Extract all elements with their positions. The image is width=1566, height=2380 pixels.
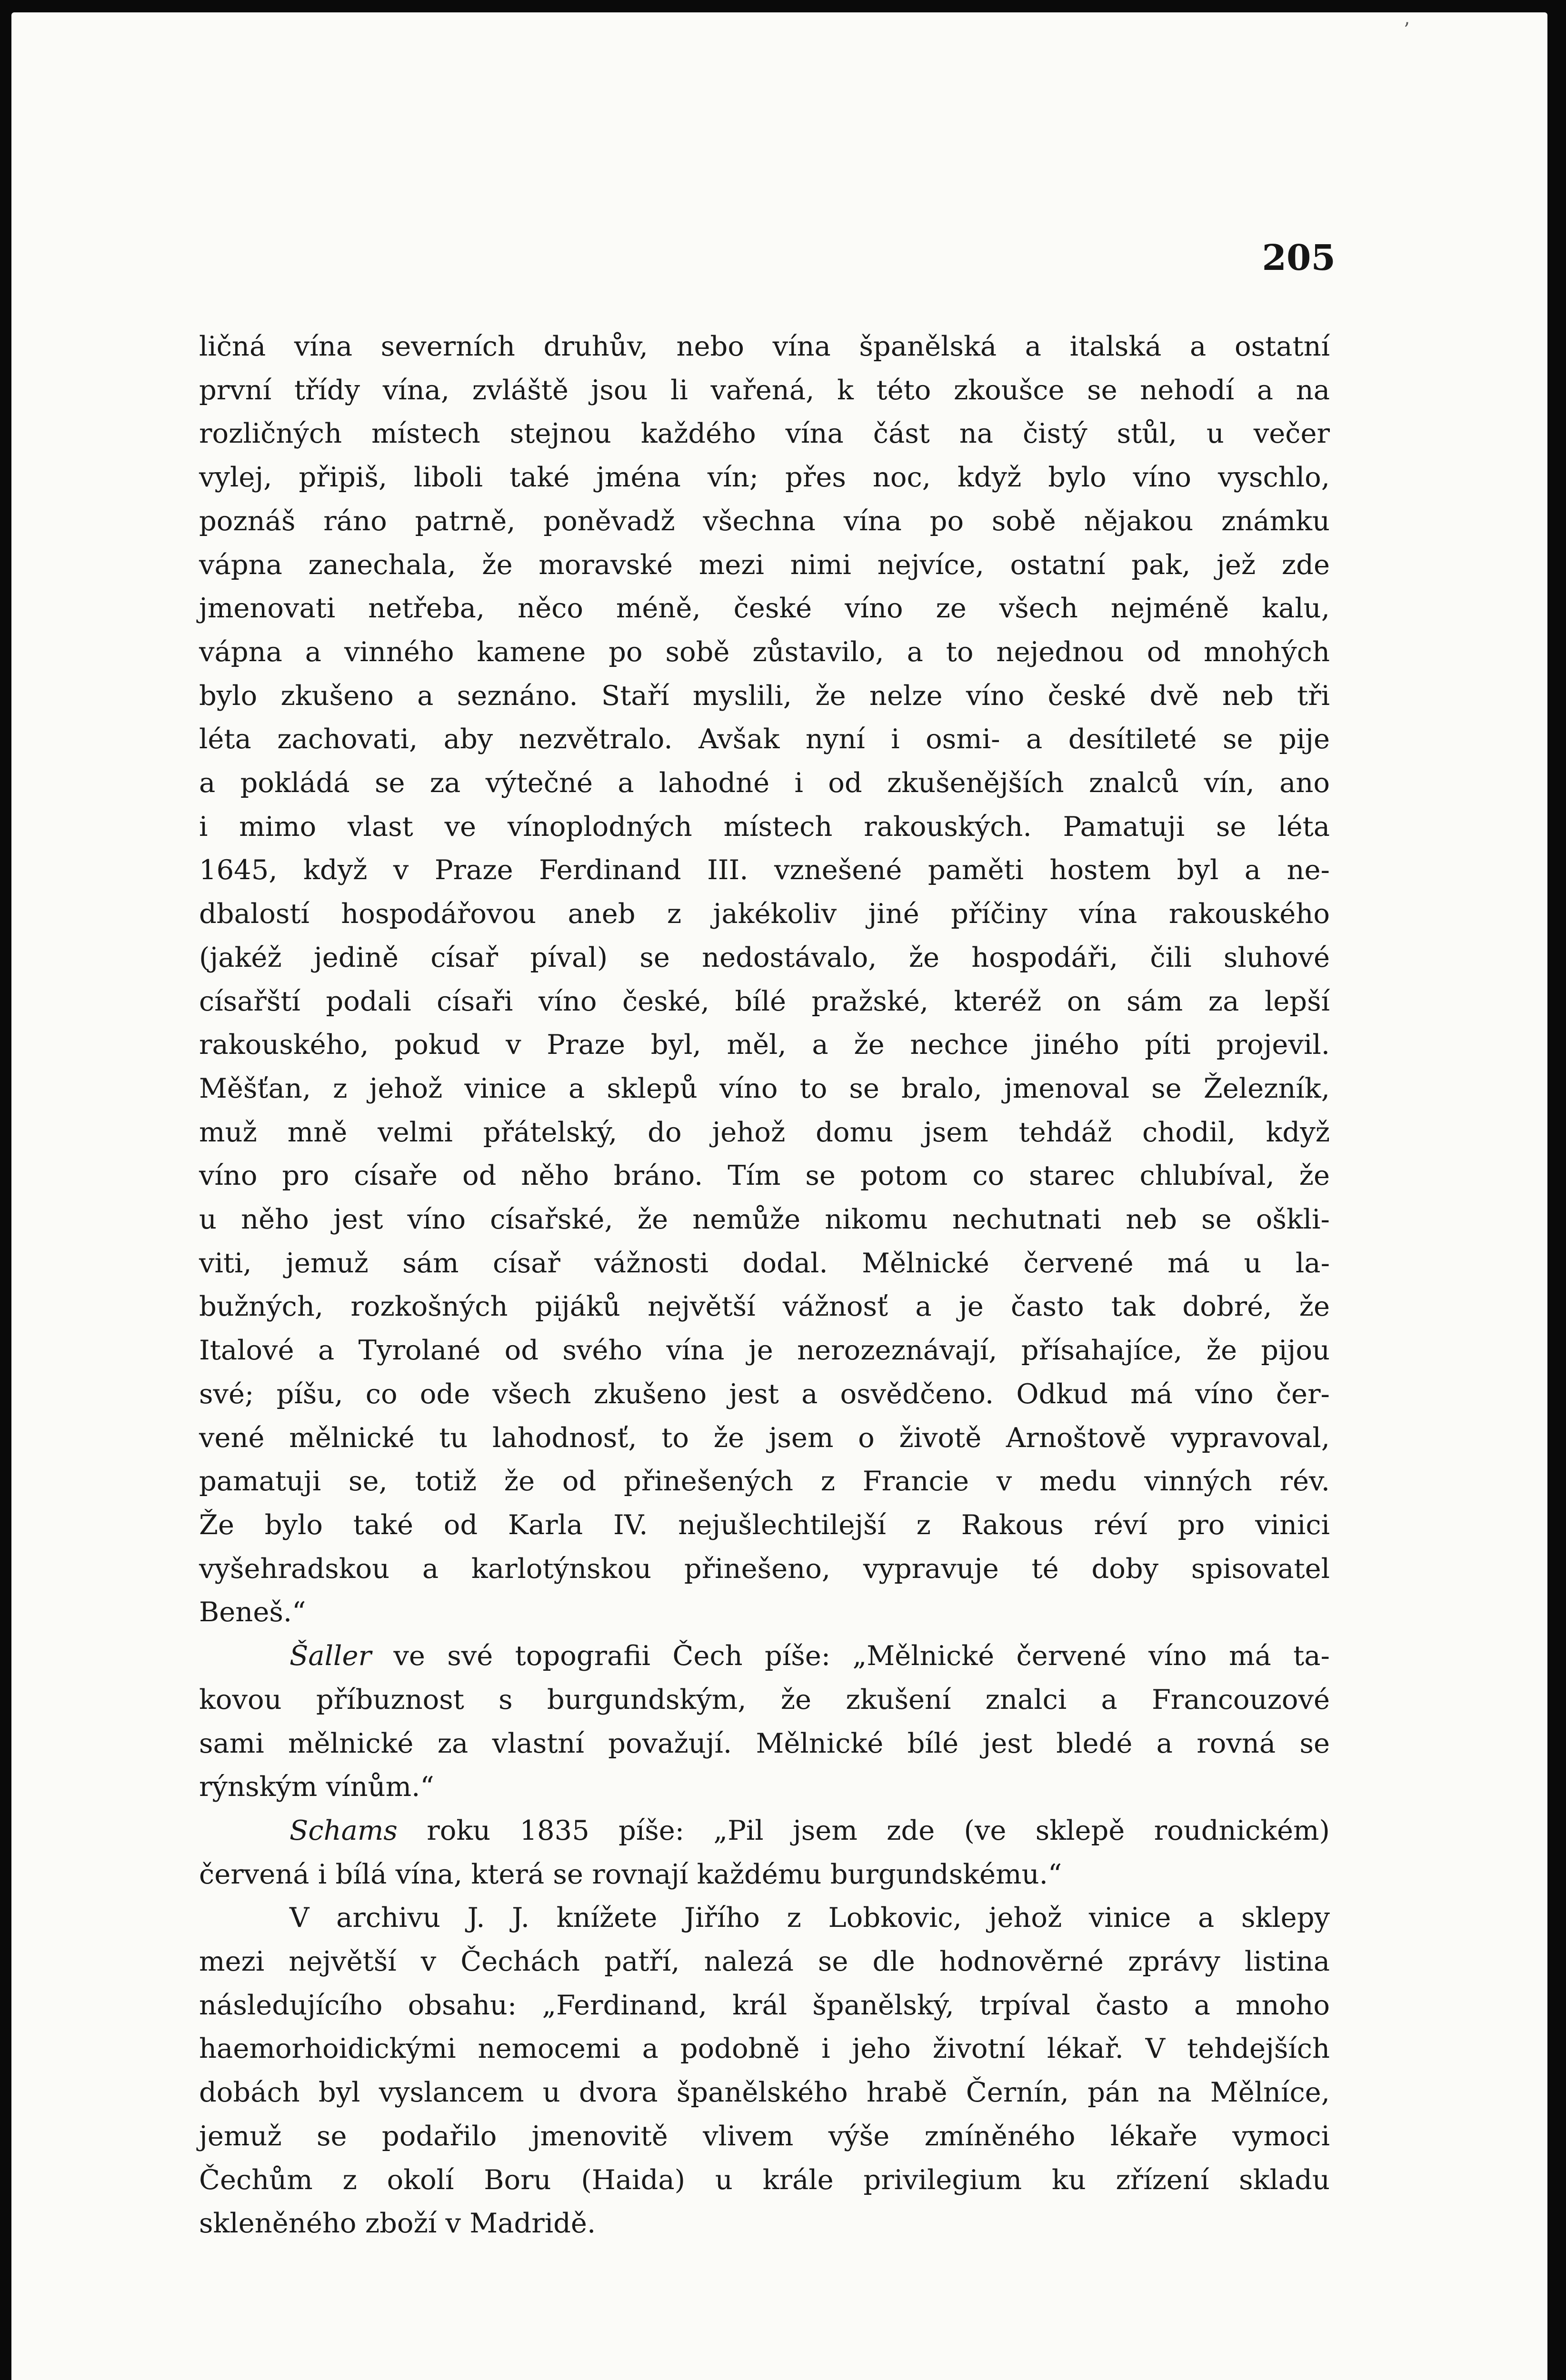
text-line-content: jemuž se podařilo jmenovitě vlivem výše zmíněného lékaře vymoci	[199, 2120, 1330, 2152]
text-line-content: poznáš ráno patrně, poněvadž všechna vína po sobě nějakou známku	[199, 505, 1330, 537]
text-line-content: Měšťan, z jehož vinice a sklepů víno to se bralo, jmenoval se Železník,	[199, 1072, 1330, 1104]
text-line-content: vené mělnické tu lahodnosť, to že jsem o životě Arnoštově vypravoval,	[199, 1421, 1330, 1454]
text-line-content: první třídy vína, zvláště jsou li vařená, k této zkoušce se nehodí a na	[199, 374, 1330, 406]
text-line	[199, 2071, 1330, 2114]
text-line-content: V archivu J. J. knížete Jiřího z Lobkovic, jehož vinice a sklepy	[289, 1902, 1330, 1934]
text-line-content: své; píšu, co ode všech zkušeno jest a osvědčeno. Odkud má víno čer-	[199, 1378, 1330, 1410]
text-line	[199, 1067, 1330, 1111]
text-line	[199, 848, 1330, 892]
text-line-content: vyšehradskou a karlotýnskou přinešeno, vypravuje té doby spisovatel	[199, 1552, 1330, 1585]
author-name: Schams	[289, 1814, 398, 1846]
text-line	[199, 1634, 1330, 1678]
text-line-content: kovou příbuznost s burgundským, že zkušení znalci a Francouzové	[199, 1683, 1330, 1716]
text-line	[199, 1853, 1330, 1896]
text-line-content: rozličných místech stejnou každého vína část na čistý stůl, u večer	[199, 417, 1330, 450]
text-line	[199, 630, 1330, 674]
text-line-content: Čechům z okolí Boru (Haida) u krále privilegium ku zřízení skladu	[199, 2163, 1330, 2196]
text-line-content: vylej, připiš, liboli také jména vín; přes noc, když bylo víno vyschlo,	[199, 461, 1330, 494]
paragraph-2	[199, 1634, 1330, 1809]
text-line	[199, 761, 1330, 805]
text-line-content: Italové a Tyrolané od svého vína je nerozeznávají, přísahajíce, že pijou	[199, 1334, 1330, 1367]
text-line	[199, 1896, 1330, 1940]
text-line	[199, 368, 1330, 412]
text-line	[199, 1416, 1330, 1460]
text-line	[199, 1547, 1330, 1591]
text-line	[199, 543, 1330, 587]
page-number: 205	[1262, 238, 1336, 278]
text-line-content: Že bylo také od Karla IV. nejušlechtilejší z Rakous réví pro vinici	[199, 1508, 1330, 1541]
text-line-content: dobách byl vyslancem u dvora španělského hrabě Černín, pán na Mělníce,	[199, 2076, 1330, 2109]
text-line-content: ličná vína severních druhův, nebo vína španělská a italská a ostatní	[199, 330, 1330, 362]
body-text	[199, 325, 1330, 2245]
text-line	[199, 2114, 1330, 2158]
author-name: Šaller	[289, 1640, 371, 1672]
text-line	[199, 499, 1330, 543]
text-line-content: 1645, když v Praze Ferdinand III. vznešené paměti hostem byl a ne-	[199, 854, 1330, 886]
text-line	[199, 2158, 1330, 2202]
text-line	[199, 1372, 1330, 1416]
text-line	[199, 936, 1330, 980]
text-line	[199, 1154, 1330, 1198]
text-line	[199, 325, 1330, 368]
text-line-content: sami mělnické za vlastní považují. Mělnické bílé jest bledé a rovná se	[199, 1727, 1330, 1759]
text-line	[199, 412, 1330, 456]
text-line	[199, 586, 1330, 630]
text-line-content: mezi největší v Čechách patří, nalezá se dle hodnověrné zprávy listina	[199, 1945, 1330, 1978]
text-line-content: léta zachovati, aby nezvětralo. Avšak nyní i osmi- a desítileté se pije	[199, 723, 1330, 755]
margin-speck: ’	[1404, 19, 1410, 41]
text-line	[199, 1023, 1330, 1067]
text-line-content: haemorhoidickými nemocemi a podobně i jeho životní lékař. V tehdejších	[199, 2033, 1330, 2065]
text-line	[199, 1678, 1330, 1722]
text-line-content: skleněného zboží v Madridě.	[199, 2207, 596, 2240]
paragraph-1	[199, 325, 1330, 1634]
paragraph-3	[199, 1809, 1330, 1896]
text-line-content: dbalostí hospodářovou aneb z jakékoliv jiné příčiny vína rakouského	[199, 898, 1330, 930]
text-line-content: jmenovati netřeba, něco méně, české víno ze všech nejméně kalu,	[199, 592, 1330, 625]
text-line	[199, 805, 1330, 849]
text-line-content: (jakéž jedině císař píval) se nedostávalo, že hospodáři, čili sluhové	[199, 941, 1330, 973]
text-line	[199, 717, 1330, 761]
text-line	[199, 892, 1330, 936]
text-line	[199, 1503, 1330, 1547]
text-line	[199, 1983, 1330, 2027]
text-line-content: viti, jemuž sám císař vážnosti dodal. Mělnické červené má u la-	[199, 1247, 1330, 1279]
text-line-content: bužných, rozkošných pijáků největší vážnosť a je často tak dobré, že	[199, 1290, 1330, 1323]
text-line	[199, 1285, 1330, 1329]
text-line	[199, 1722, 1330, 1765]
text-line-content: vápna a vinného kamene po sobě zůstavilo, a to nejednou od mnohých	[199, 635, 1330, 668]
text-line	[199, 2027, 1330, 2071]
text-line	[199, 674, 1330, 718]
text-line	[199, 1459, 1330, 1503]
text-line-content: pamatuji se, totiž že od přinešených z Francie v medu vinných rév.	[199, 1465, 1330, 1497]
text-line-content: ve své topografii Čech píše: „Mělnické červené víno má ta-	[371, 1640, 1330, 1672]
text-line-content: rýnským vínům.“	[199, 1771, 434, 1803]
text-line-content: červená i bílá vína, která se rovnají každému burgundskému.“	[199, 1858, 1062, 1890]
text-line-content: roku 1835 píše: „Pil jsem zde (ve sklepě roudnickém)	[397, 1814, 1330, 1846]
text-line-content: víno pro císaře od něho bráno. Tím se potom co starec chlubíval, že	[199, 1160, 1330, 1192]
text-line-content: u něho jest víno císařské, že nemůže nikomu nechutnati neb se oškli-	[199, 1203, 1330, 1236]
text-line-content: vápna zanechala, že moravské mezi nimi nejvíce, ostatní pak, jež zde	[199, 548, 1330, 581]
text-line-content: rakouského, pokud v Praze byl, měl, a že nechce jiného píti projevil.	[199, 1029, 1330, 1061]
text-line	[199, 1111, 1330, 1154]
text-line	[199, 456, 1330, 499]
text-line-content: i mimo vlast ve vínoplodných místech rakouských. Pamatuji se léta	[199, 810, 1330, 843]
text-line-content: následujícího obsahu: „Ferdinand, král španělský, trpíval často a mnoho	[199, 1989, 1330, 2021]
text-line-content: Beneš.“	[199, 1596, 306, 1628]
text-line	[199, 1809, 1330, 1853]
text-line	[199, 1241, 1330, 1285]
text-line-content: a pokládá se za výtečné a lahodné i od zkušenějších znalců vín, ano	[199, 767, 1330, 799]
text-line	[199, 2202, 1330, 2245]
text-line	[199, 1765, 1330, 1809]
text-line	[199, 1940, 1330, 1983]
text-line-content: muž mně velmi přátelský, do jehož domu jsem tehdáž chodil, když	[199, 1116, 1330, 1148]
paragraph-4	[199, 1896, 1330, 2245]
text-line	[199, 1590, 1330, 1634]
text-line-content: císařští podali císaři víno české, bílé pražské, kteréž on sám za lepší	[199, 985, 1330, 1017]
text-line	[199, 1198, 1330, 1241]
text-line	[199, 980, 1330, 1023]
text-line	[199, 1329, 1330, 1372]
text-line-content: bylo zkušeno a seznáno. Staří myslili, že nelze víno české dvě neb tři	[199, 679, 1330, 712]
